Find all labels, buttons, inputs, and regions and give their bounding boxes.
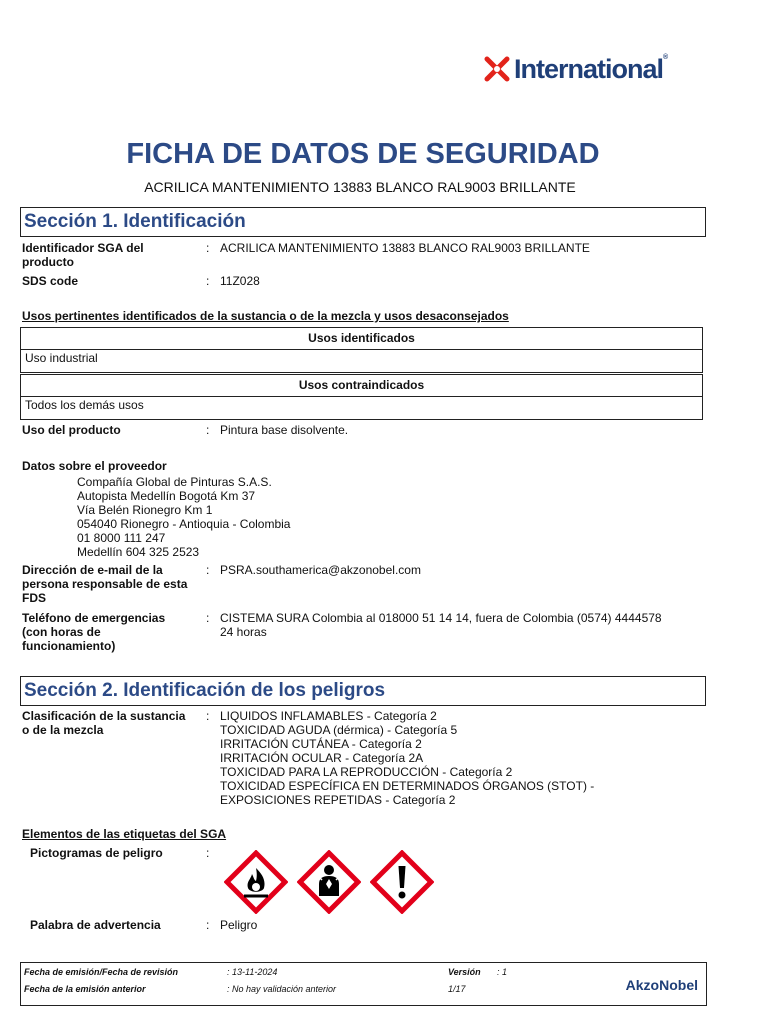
emergency-phone-line: CISTEMA SURA Colombia al 018000 51 14 14, fuera de Colombia (0574) 4444578	[220, 611, 662, 625]
classification-item: TOXICIDAD ESPECÍFICA EN DETERMINADOS ÓRGANOS (STOT) -	[220, 779, 595, 793]
uses-heading: Usos pertinentes identificados de la sustancia o de la mezcla y usos desaconsejados	[22, 309, 509, 323]
colon: :	[206, 846, 210, 860]
emergency-phone-label: Teléfono de emergencias (con horas de funcionamiento)	[22, 611, 166, 653]
health-hazard-pictogram-icon	[297, 850, 361, 914]
section1-heading: Sección 1. Identificación	[24, 211, 246, 232]
colon: :	[206, 918, 210, 932]
document-subtitle: ACRILICA MANTENIMIENTO 13883 BLANCO RAL9003 BRILLANTE	[144, 179, 576, 195]
classification-label: Clasificación de la sustancia o de la mezcla	[22, 709, 186, 737]
issue-date-value: : 13-11-2024	[227, 967, 278, 977]
uses-identified-header: Usos identificados	[21, 328, 702, 350]
flame-pictogram-icon	[224, 850, 288, 914]
section2-heading-box	[20, 676, 706, 706]
supplier-line: Medellín 604 325 2523	[77, 545, 200, 559]
signal-word-label: Palabra de advertencia	[30, 918, 161, 932]
label-elements-heading: Elementos de las etiquetas del SGA	[22, 827, 227, 841]
classification-item: TOXICIDAD PARA LA REPRODUCCIÓN - Categoría 2	[220, 765, 513, 779]
classification-item: TOXICIDAD AGUDA (dérmica) - Categoría 5	[220, 723, 458, 737]
classification-item: IRRITACIÓN OCULAR - Categoría 2A	[220, 751, 424, 765]
signal-word-value: Peligro	[220, 918, 258, 932]
uses-identified-value: Uso industrial	[25, 351, 98, 365]
version-label: Versión	[448, 967, 481, 977]
colon: :	[206, 709, 210, 723]
logo-brand: International	[514, 53, 664, 84]
supplier-line: Vía Belén Rionegro Km 1	[77, 503, 213, 517]
supplier-line: Autopista Medellín Bogotá Km 37	[77, 489, 256, 503]
uses-contra-table	[20, 374, 703, 420]
product-use-value: Pintura base disolvente.	[220, 423, 349, 437]
colon: :	[206, 611, 210, 625]
classification-item: IRRITACIÓN CUTÁNEA - Categoría 2	[220, 737, 422, 751]
supplier-line: 054040 Rionegro - Antioquia - Colombia	[77, 517, 291, 531]
footer-box	[20, 962, 707, 1006]
email-label: Dirección de e-mail de la persona responsable de esta FDS	[22, 563, 188, 605]
sds-code-value: 11Z028	[220, 274, 260, 288]
product-use-label: Uso del producto	[22, 423, 121, 437]
sga-identifier-label: Identificador SGA del producto	[22, 241, 144, 269]
emergency-phone-value	[220, 611, 662, 639]
uses-contra-value: Todos los demás usos	[25, 398, 144, 412]
pictograms-label: Pictogramas de peligro	[30, 846, 163, 860]
international-logo	[484, 52, 714, 86]
page-number: 1/17	[448, 984, 466, 994]
emergency-phone-line: 24 horas	[220, 625, 267, 639]
logo-reg-mark: ®	[663, 53, 669, 61]
sga-identifier-value: ACRILICA MANTENIMIENTO 13883 BLANCO RAL9003 BRILLANTE	[220, 241, 590, 255]
sds-code-label: SDS code	[22, 274, 79, 288]
colon: :	[206, 423, 210, 437]
supplier-line: Compañía Global de Pinturas S.A.S.	[77, 475, 272, 489]
email-value: PSRA.southamerica@akzonobel.com	[220, 563, 421, 577]
supplier-label: Datos sobre el proveedor	[22, 459, 167, 473]
issue-date-label: Fecha de emisión/Fecha de revisión	[24, 967, 179, 977]
classification-item: LIQUIDOS INFLAMABLES - Categoría 2	[220, 709, 437, 723]
section2-heading: Sección 2. Identificación de los peligros	[24, 680, 386, 701]
document-title: FICHA DE DATOS DE SEGURIDAD	[126, 138, 600, 170]
classification-item: EXPOSICIONES REPETIDAS - Categoría 2	[220, 793, 456, 807]
colon: :	[206, 274, 210, 288]
uses-contra-header: Usos contraindicados	[21, 375, 702, 397]
uses-identified-table	[20, 327, 703, 373]
akzonobel-logo: AkzoNobel	[625, 977, 698, 993]
supplier-line: 01 8000 111 247	[77, 531, 166, 545]
section1-heading-box	[20, 207, 706, 237]
version-value: : 1	[497, 967, 508, 977]
colon: :	[206, 241, 210, 255]
previous-issue-value: : No hay validación anterior	[227, 984, 337, 994]
classification-list	[220, 709, 594, 807]
logo-text	[514, 54, 668, 85]
colon: :	[206, 563, 210, 577]
international-x-logo-icon	[484, 56, 510, 82]
exclamation-pictogram-icon	[370, 850, 434, 914]
supplier-details	[77, 475, 290, 559]
previous-issue-label: Fecha de la emisión anterior	[24, 984, 146, 994]
